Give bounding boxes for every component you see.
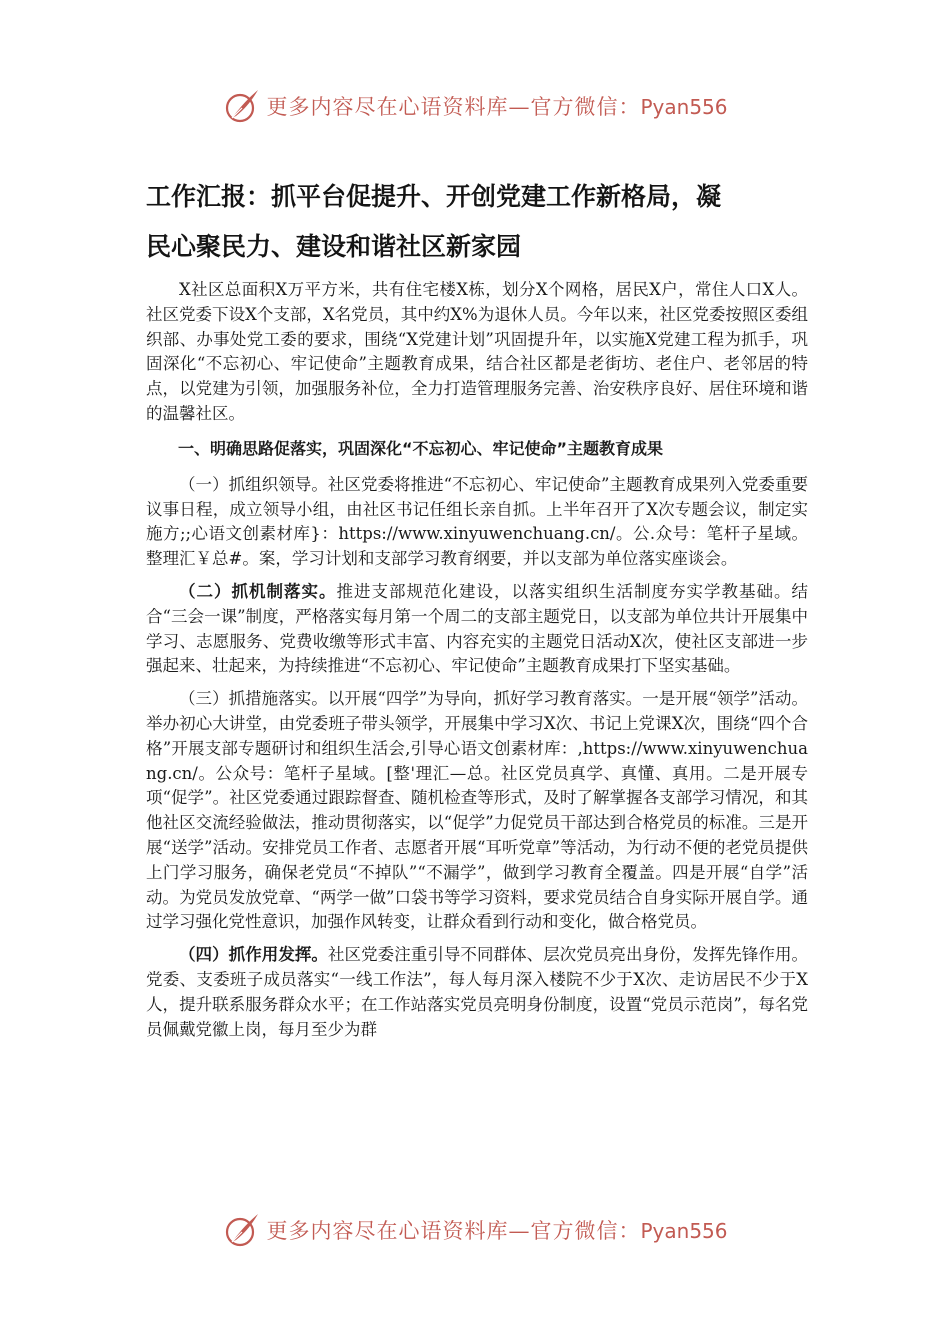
watermark-text: 更多内容尽在心语资料库—官方微信：Pyan556 [266,95,728,119]
paragraph-lead: （二）抓机制落实。 [179,581,337,601]
watermark-header [0,84,950,128]
paragraph-measures: （三）抓措施落实。以开展“四学”为导向，抓好学习教育落实。一是开展“领学”活动。举办初心大讲堂，由党委班子带头领学，开展集中学习X次、书记上党课X次，围绕“四个合格”开展支部专题研讨和组织生活会,引导心语文创素材库：,https://www.xinyuwenchuang.cn/。公众号：笔杆子星域。[整'理汇—总。社区党员真学、真懂、真用。二是开展专项“促学”。社区党委通过跟踪督查、随机检查等形式，及时了解掌握各支部学习情况，和其他社区交流经验做法，推动贯彻落实，以“促学”力促党员干部达到合格党员的标准。三是开展“送学”活动。安排党员工作者、志愿者开展“耳听党章”等活动，为行动不便的老党员提供上门学习服务，确保老党员“不掉队”“不漏学”，做到学习教育全覆盖。四是开展“自学”活动。为党员发放党章、“两学一做”口袋书等学习资料，要求党员结合自身实际开展自学。通过学习强化党性意识，加强作风转变，让群众看到行动和变化，做合格党员。 [146,689,808,932]
feather-pen-logo-icon [222,1210,262,1250]
paragraph-role: （四）抓作用发挥。社区党委注重引导不同群体、层次党员亮出身份，发挥先锋作用。党委、支委班子成员落实“一线工作法”，每人每月深入楼院不少于X次、走访居民不少于X人，提升联系服务群众水平；在工作站落实党员亮明身份制度，设置“党员示范岗”，每名党员佩戴党徽上岗，每月至少为群 [146,945,809,1039]
intro-paragraph: X社区总面积X万平方米，共有住宅楼X栋，划分X个网格，居民X户，常住人口X人。社区党委下设X个支部，X名党员，其中约X%为退休人员。今年以来，社区党委按照区委组织部、办事处党工委的要求，围绕“X党建计划”巩固提升年，以实施X党建工程为抓手，巩固深化“不忘初心、牢记使命”主题教育成果，结合社区都是老街坊、老住户、老邻居的特点，以党建为引领，加强服务补位，全力打造管理服务完善、治安秩序良好、居住环境和谐的温馨社区。 [146,280,808,423]
paragraph-mechanism: （二）抓机制落实。推进支部规范化建设，以落实组织生活制度夯实学教基础。结合“三会一课”制度，严格落实每月第一个周二的支部主题党日，以支部为单位共计开展集中学习、志愿服务、党费收缴等形式丰富、内容充实的主题党日活动X次，使社区支部进一步强起来、壮起来，为持续推进“不忘初心、牢记使命”主题教育成果打下坚实基础。 [146,581,808,676]
watermark-footer [0,1208,950,1252]
watermark-text: 更多内容尽在心语资料库—官方微信：Pyan556 [266,1219,728,1243]
document-title: 工作汇报：抓平台促提升、开创党建工作新格局，凝 民心聚民力、建设和谐社区新家园 [146,182,722,261]
document-body [146,172,808,1050]
paragraph-organization-leadership: （一）抓组织领导。社区党委将推进“不忘初心、牢记使命”主题教育成果列入党委重要议事日程，成立领导小组，由社区书记任组长亲自抓。上半年召开了X次专题会议，制定实施方;;心语文创素材库}：https://www.xinyuwenchuang.cn/。公.众号：笔杆子星域。整理汇￥总#。案，学习计划和支部学习教育纲要，并以支部为单位落实座谈会。 [146,474,808,569]
section-heading: 一、明确思路促落实，巩固深化“不忘初心、牢记使命”主题教育成果 [178,438,664,458]
paragraph-lead: （四）抓作用发挥。 [179,945,328,965]
feather-pen-logo-icon [222,86,262,126]
